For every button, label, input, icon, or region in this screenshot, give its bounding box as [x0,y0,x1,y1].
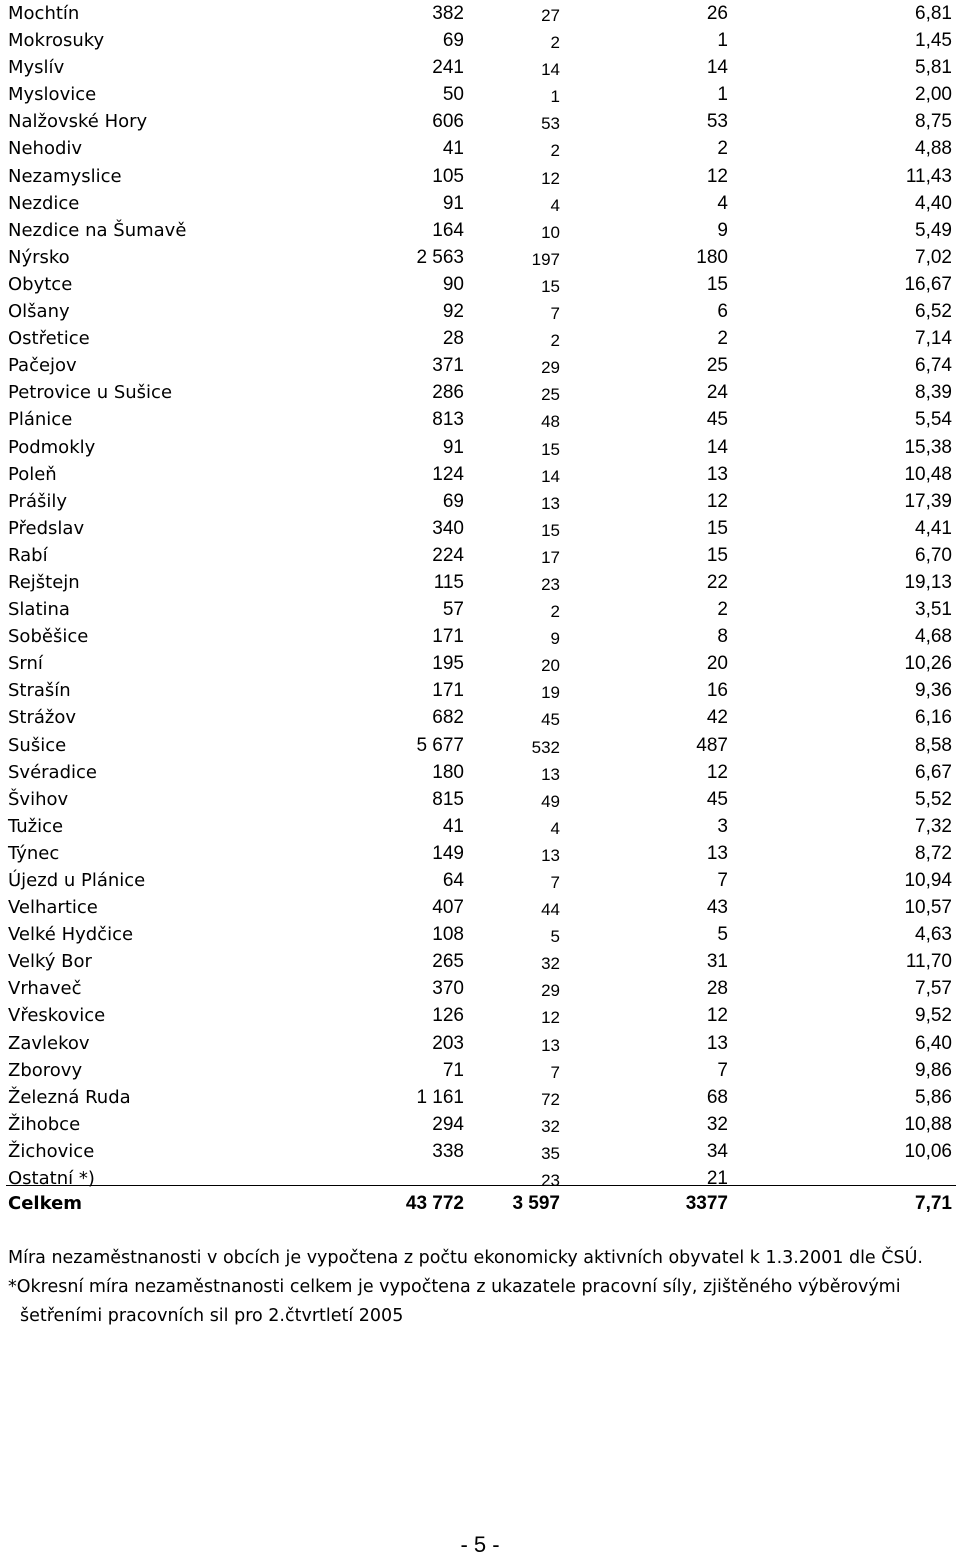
rate-cell: 17,39 [904,490,952,512]
population-cell: 606 [432,111,464,133]
rate-cell: 8,58 [915,734,952,756]
col-a-cell: 13 [541,493,560,513]
population-cell: 1 161 [416,1086,464,1108]
col-a-cell: 13 [541,1035,560,1055]
population-cell: 370 [432,978,464,1000]
col-b-cell: 26 [706,3,728,24]
col-b-cell: 13 [706,842,728,864]
col-a-cell: 4 [550,195,560,215]
rate-cell: 10,57 [904,897,952,919]
population-cell: 294 [432,1113,464,1135]
col-b-cell: 14 [706,436,728,458]
col-a-cell: 10 [541,222,560,242]
rate-cell: 4,88 [915,138,952,160]
population-cell: 69 [442,30,464,52]
col-b-cell: 24 [706,382,728,404]
col-a-cell: 12 [541,168,560,188]
municipality-name: Myslovice [8,84,97,106]
municipality-name: Soběšice [8,626,89,648]
population-cell: 815 [432,788,464,810]
col-b-cell: 3 [717,815,728,837]
col-b-cell: 1 [717,30,728,52]
rate-cell: 10,48 [904,463,952,485]
rate-cell: 6,81 [915,3,952,24]
table-row [0,298,960,325]
population-cell: 41 [442,815,464,837]
rate-cell: 6,70 [915,544,952,566]
population-cell: 2 563 [416,246,464,268]
population-cell: 180 [432,761,464,783]
table-row [0,163,960,190]
table-row [0,461,960,488]
table-row [0,813,960,840]
table-row [0,1030,960,1057]
total-divider [6,1185,956,1186]
col-b-cell: 2 [717,328,728,350]
population-cell: 105 [432,165,464,187]
municipality-name: Velký Bor [8,951,92,973]
rate-cell: 7,14 [915,328,952,350]
rate-cell: 6,16 [915,707,952,729]
population-cell: 813 [432,409,464,431]
table-row [0,135,960,162]
col-a-cell: 2 [550,331,560,351]
municipality-name: Mochtín [8,3,80,24]
table-row [0,894,960,921]
rate-cell: 5,49 [915,219,952,241]
table-row [0,759,960,786]
table-row [0,704,960,731]
municipality-name: Vrhaveč [8,978,82,1000]
rate-cell: 4,41 [915,517,952,539]
population-cell: 71 [442,1059,464,1081]
population-cell: 5 677 [416,734,464,756]
rate-cell: 4,40 [915,192,952,214]
table-row [0,515,960,542]
col-a-cell: 7 [550,1062,560,1082]
col-a-cell: 44 [541,900,560,920]
population-cell: 371 [432,355,464,377]
table-row [0,840,960,867]
col-b-cell: 180 [696,246,728,268]
col-a-cell: 17 [541,547,560,567]
col-a-cell: 9 [550,629,560,649]
rate-cell: 8,39 [915,382,952,404]
population-cell: 171 [432,626,464,648]
municipality-name: Nezamyslice [8,165,122,187]
page-number: - 5 - [460,1532,500,1557]
population-cell: 124 [432,463,464,485]
municipality-name: Petrovice u Sušice [8,382,173,404]
col-a-cell: 45 [541,710,560,730]
col-a-cell: 15 [541,520,560,540]
col-a-cell: 53 [541,114,560,134]
col-b-cell: 487 [696,734,728,756]
municipality-name: Sušice [8,734,67,756]
population-cell: 64 [442,870,464,891]
municipality-name: Mokrosuky [8,30,105,52]
col-a-cell: 2 [550,602,560,622]
population-cell: 224 [432,544,464,566]
population-cell: 286 [432,382,464,404]
table-row [0,325,960,352]
municipality-name: Strašín [8,680,71,702]
col-b-cell: 12 [706,1005,728,1027]
col-a-cell: 13 [541,845,560,865]
col-a-cell: 48 [541,412,560,432]
col-b-cell: 25 [706,355,728,377]
col-b-cell: 14 [706,57,728,79]
table-row [0,352,960,379]
municipality-name: Ostatní *) [8,1168,95,1190]
total-col-a: 3 597 [512,1193,560,1214]
table-row [0,1138,960,1165]
municipality-name: Předslav [8,517,85,539]
rate-cell: 4,68 [915,626,952,648]
rate-cell: 10,88 [904,1113,952,1135]
rate-cell: 7,57 [915,978,952,1000]
municipality-name: Zborovy [8,1059,83,1081]
col-a-cell: 20 [541,656,560,676]
rate-cell: 8,72 [915,842,952,864]
municipality-name: Újezd u Plánice [8,870,146,891]
population-cell: 91 [442,436,464,458]
col-b-cell: 6 [717,301,728,323]
col-a-cell: 532 [531,737,560,757]
table-row [0,921,960,948]
rate-cell: 10,26 [904,653,952,675]
total-row [0,1190,960,1218]
table-row [0,1165,960,1192]
col-b-cell: 22 [706,571,728,593]
col-b-cell: 31 [706,951,728,973]
col-b-cell: 8 [717,626,728,648]
municipality-name: Srní [8,653,43,675]
municipality-name: Poleň [8,463,57,485]
municipality-name: Švihov [8,788,69,810]
col-b-cell: 7 [717,870,728,891]
total-rate: 7,71 [915,1193,952,1214]
population-cell: 340 [432,517,464,539]
rate-cell: 11,70 [905,951,952,973]
table-row [0,677,960,704]
table-row [0,1057,960,1084]
rate-cell: 3,51 [915,599,952,621]
table-row [0,27,960,54]
col-b-cell: 45 [706,788,728,810]
rate-cell: 1,45 [915,30,952,52]
footnote-line-2: *Okresní míra nezaměstnanosti celkem je vypočtena z ukazatele pracovní síly, zjištěného výběrovými [8,1277,901,1297]
population-cell: 57 [442,599,464,621]
table-row [0,596,960,623]
population-cell: 41 [442,138,464,160]
municipality-name: Železná Ruda [8,1086,131,1108]
col-b-cell: 68 [706,1086,728,1108]
col-a-cell: 2 [550,33,560,53]
rate-cell: 16,67 [904,273,952,295]
table-row [0,948,960,975]
col-b-cell: 15 [706,273,728,295]
municipality-name: Nehodiv [8,138,83,160]
col-a-cell: 25 [541,385,560,405]
col-b-cell: 20 [706,653,728,675]
col-a-cell: 27 [541,6,560,25]
population-cell: 69 [442,490,464,512]
table-row [0,0,960,27]
municipality-name: Vřeskovice [8,1005,106,1027]
col-a-cell: 12 [541,1008,560,1028]
rate-cell: 9,86 [915,1059,952,1081]
population-cell: 90 [442,273,464,295]
municipality-name: Plánice [8,409,73,431]
rate-cell: 2,00 [915,84,952,106]
rate-cell: 7,32 [915,815,952,837]
col-b-cell: 53 [706,111,728,133]
municipality-name: Strážov [8,707,77,729]
footnote-line-3: šetřeními pracovních sil pro 2.čtvrtletí 2005 [20,1306,404,1326]
rate-cell: 6,40 [915,1032,952,1054]
population-cell: 126 [432,1005,464,1027]
municipality-name: Žichovice [8,1140,95,1162]
col-b-cell: 13 [706,463,728,485]
total-population: 43 772 [405,1193,464,1214]
col-b-cell: 43 [706,897,728,919]
rate-cell: 6,74 [915,355,952,377]
table-row [0,623,960,650]
col-a-cell: 29 [541,981,560,1001]
population-cell: 265 [432,951,464,973]
col-b-cell: 32 [706,1113,728,1135]
municipality-name: Týnec [8,842,60,864]
rate-cell: 9,52 [915,1005,952,1027]
table-row [0,379,960,406]
municipality-name: Podmokly [8,436,96,458]
table-row [0,54,960,81]
municipality-name: Nýrsko [8,246,70,268]
col-b-cell: 12 [706,165,728,187]
rate-cell: 5,81 [915,57,952,79]
rate-cell: 5,52 [915,788,952,810]
population-cell: 382 [432,3,464,24]
col-b-cell: 16 [706,680,728,702]
municipality-name: Rejštejn [8,571,80,593]
municipality-name: Zavlekov [8,1032,90,1054]
population-cell: 91 [442,192,464,214]
col-b-cell: 15 [706,517,728,539]
population-cell: 407 [432,897,464,919]
table-row [0,1084,960,1111]
col-b-cell: 21 [706,1168,728,1190]
municipality-name: Pačejov [8,355,77,377]
col-a-cell: 5 [550,927,560,947]
table-row [0,434,960,461]
col-b-cell: 28 [706,978,728,1000]
table-row [0,217,960,244]
col-b-cell: 2 [717,599,728,621]
table-row [0,786,960,813]
rate-cell: 4,63 [915,924,952,946]
col-a-cell: 72 [541,1089,560,1109]
rate-cell: 9,36 [915,680,952,702]
col-a-cell: 35 [541,1143,560,1163]
population-cell: 338 [432,1140,464,1162]
table-row [0,244,960,271]
col-a-cell: 15 [541,276,560,296]
table-row [0,650,960,677]
rate-cell: 10,06 [904,1140,952,1162]
municipality-name: Obytce [8,273,73,295]
rate-cell: 6,67 [915,761,952,783]
table-row [0,1002,960,1029]
municipality-name: Žihobce [8,1113,81,1135]
population-cell: 203 [432,1032,464,1054]
table-row [0,190,960,217]
col-a-cell: 7 [550,304,560,324]
municipality-name: Ostřetice [8,328,90,350]
municipality-name: Slatina [8,599,70,621]
col-a-cell: 23 [541,574,560,594]
population-cell: 50 [442,84,464,106]
rate-cell: 6,52 [915,301,952,323]
population-cell: 108 [432,924,464,946]
population-cell: 115 [433,571,464,593]
col-a-cell: 15 [541,439,560,459]
col-a-cell: 32 [541,1116,560,1136]
population-cell: 28 [442,328,464,350]
col-a-cell: 13 [541,764,560,784]
table-row [0,867,960,894]
municipality-name: Velhartice [8,897,98,919]
municipality-name: Olšany [8,301,70,323]
table-row [0,108,960,135]
col-b-cell: 12 [706,490,728,512]
col-b-cell: 13 [706,1032,728,1054]
col-b-cell: 7 [717,1059,728,1081]
table-row [0,975,960,1002]
col-b-cell: 15 [706,544,728,566]
col-a-cell: 32 [541,954,560,974]
col-b-cell: 12 [706,761,728,783]
population-cell: 171 [432,680,464,702]
col-a-cell: 197 [531,249,560,269]
rate-cell: 11,43 [905,165,952,187]
col-a-cell: 2 [550,141,560,161]
col-a-cell: 19 [541,683,560,703]
municipality-name: Nalžovské Hory [8,111,148,133]
table-row [0,569,960,596]
table-row [0,406,960,433]
footnote-line-1: Míra nezaměstnanosti v obcích je vypočtena z počtu ekonomicky aktivních obyvatel k 1.3.2001 dle ČSÚ. [8,1248,923,1268]
table-row [0,1111,960,1138]
col-b-cell: 5 [717,924,728,946]
col-a-cell: 4 [550,818,560,838]
municipality-name: Svéradice [8,761,97,783]
rate-cell: 5,54 [915,409,952,431]
rate-cell: 8,75 [915,111,952,133]
col-a-cell: 49 [541,791,560,811]
rate-cell: 7,02 [915,246,952,268]
population-cell: 92 [442,301,464,323]
total-col-b: 3377 [685,1193,728,1214]
col-a-cell: 7 [550,873,560,892]
rate-cell: 19,13 [904,571,952,593]
municipality-name: Nezdice na Šumavě [8,219,187,241]
municipality-name: Velké Hydčice [8,924,134,946]
footnotes [8,1244,948,1331]
col-b-cell: 4 [717,192,728,214]
population-cell: 195 [432,653,464,675]
rate-cell: 5,86 [915,1086,952,1108]
population-cell: 241 [432,57,464,79]
municipality-name: Myslív [8,57,65,79]
table-row [0,488,960,515]
col-b-cell: 34 [706,1140,728,1162]
rate-cell: 15,38 [904,436,952,458]
col-b-cell: 2 [717,138,728,160]
col-a-cell: 1 [550,87,560,107]
population-cell: 682 [432,707,464,729]
population-cell: 149 [432,842,464,864]
col-a-cell: 29 [541,358,560,378]
municipality-name: Prášily [8,490,68,512]
table-row [0,271,960,298]
total-label: Celkem [8,1193,83,1214]
col-b-cell: 9 [717,219,728,241]
col-a-cell: 14 [541,60,560,80]
municipality-name: Nezdice [8,192,80,214]
table-row [0,81,960,108]
col-b-cell: 42 [706,707,728,729]
table-row [0,732,960,759]
col-a-cell: 23 [541,1171,560,1191]
col-a-cell: 14 [541,466,560,486]
population-cell: 164 [432,219,464,241]
municipality-name: Rabí [8,544,48,566]
rate-cell: 10,94 [904,870,952,891]
col-b-cell: 1 [717,84,728,106]
municipality-name: Tužice [8,815,64,837]
table-row [0,542,960,569]
col-b-cell: 45 [706,409,728,431]
